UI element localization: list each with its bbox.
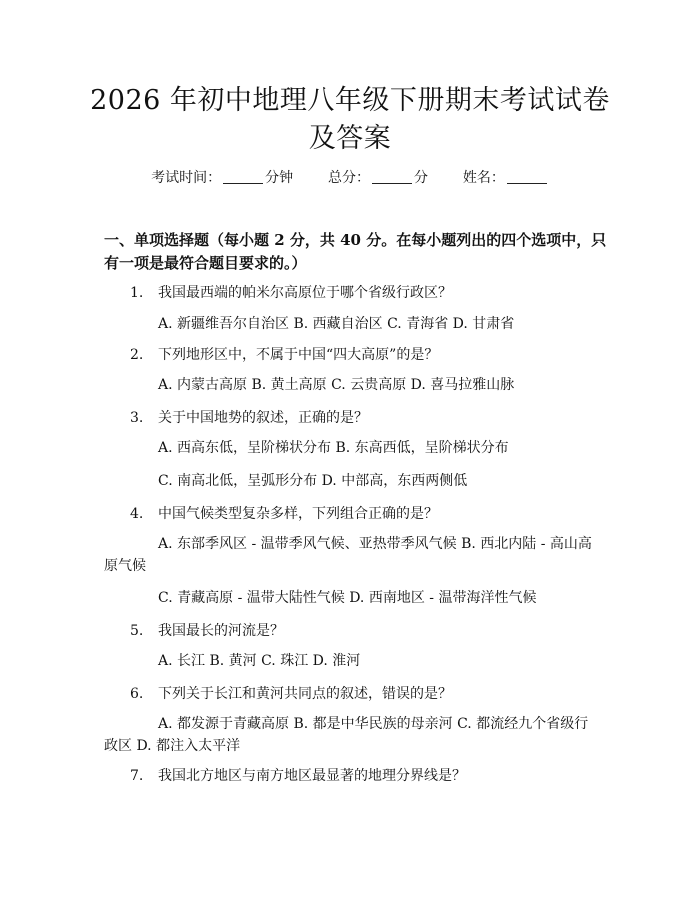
page-title: 2026 年初中地理八年级下册期末考试试卷及答案	[90, 85, 610, 154]
question-number: 7.	[130, 768, 144, 784]
question-item	[130, 345, 610, 365]
question-text: 关于中国地势的叙述，正确的是？	[158, 410, 368, 426]
total-score-blank	[372, 169, 412, 184]
question-options: C. 南高北低，呈弧形分布 D. 中部高，东西两侧低	[158, 473, 468, 489]
question-text: 我国最长的河流是？	[158, 623, 284, 639]
question-item	[130, 766, 610, 786]
question-item	[130, 684, 610, 704]
question-options: A. 都发源于青藏高原 B. 都是中华民族的母亲河 C. 都流经九个省级行政区 D. 都注入太平洋	[104, 716, 589, 754]
question-number: 1.	[130, 285, 144, 301]
question-text: 下列关于长江和黄河共同点的叙述，错误的是？	[158, 686, 452, 702]
section-heading: 一、单项选择题（每小题 2 分，共 40 分。在每小题列出的四个选项中，只有一项是最符合题目要求的。）	[104, 231, 607, 272]
question-item	[130, 504, 610, 524]
question-options: A. 长江 B. 黄河 C. 珠江 D. 淮河	[158, 653, 361, 669]
question-text: 我国最西端的帕米尔高原位于哪个省级行政区？	[158, 285, 452, 301]
question-item	[130, 283, 610, 303]
question-options: A. 新疆维吾尔自治区 B. 西藏自治区 C. 青海省 D. 甘肃省	[158, 316, 515, 332]
exam-info-line	[0, 168, 700, 188]
student-name-blank	[507, 169, 547, 184]
exam-time-unit: 分钟	[265, 170, 294, 186]
total-score-label: 总分：	[328, 170, 370, 186]
student-name-field	[463, 168, 549, 188]
question-number: 6.	[130, 686, 144, 702]
question-item	[130, 408, 610, 428]
question-options: A. 东部季风区 - 温带季风气候、亚热带季风气候 B. 西北内陆 - 高山高原气候	[104, 536, 592, 574]
question-number: 3.	[130, 410, 144, 426]
exam-time-label: 考试时间：	[151, 170, 222, 186]
question-text: 下列地形区中，不属于中国“四大高原”的是？	[158, 347, 439, 363]
total-score-field	[328, 168, 428, 188]
question-text: 我国北方地区与南方地区最显著的地理分界线是？	[158, 768, 466, 784]
question-options: C. 青藏高原 - 温带大陆性气候 D. 西南地区 - 温带海洋性气候	[158, 590, 537, 606]
student-name-label: 姓名：	[462, 170, 505, 186]
exam-time-field	[151, 168, 293, 188]
question-options: A. 西高东低，呈阶梯状分布 B. 东高西低，呈阶梯状分布	[158, 440, 509, 456]
total-score-unit: 分	[414, 170, 428, 186]
question-item	[130, 621, 610, 641]
question-options: A. 内蒙古高原 B. 黄土高原 C. 云贵高原 D. 喜马拉雅山脉	[158, 377, 515, 393]
question-number: 2.	[130, 347, 144, 363]
exam-time-blank	[223, 169, 263, 184]
question-number: 5.	[130, 623, 144, 639]
question-number: 4.	[130, 506, 144, 522]
question-text: 中国气候类型复杂多样，下列组合正确的是？	[158, 506, 438, 522]
